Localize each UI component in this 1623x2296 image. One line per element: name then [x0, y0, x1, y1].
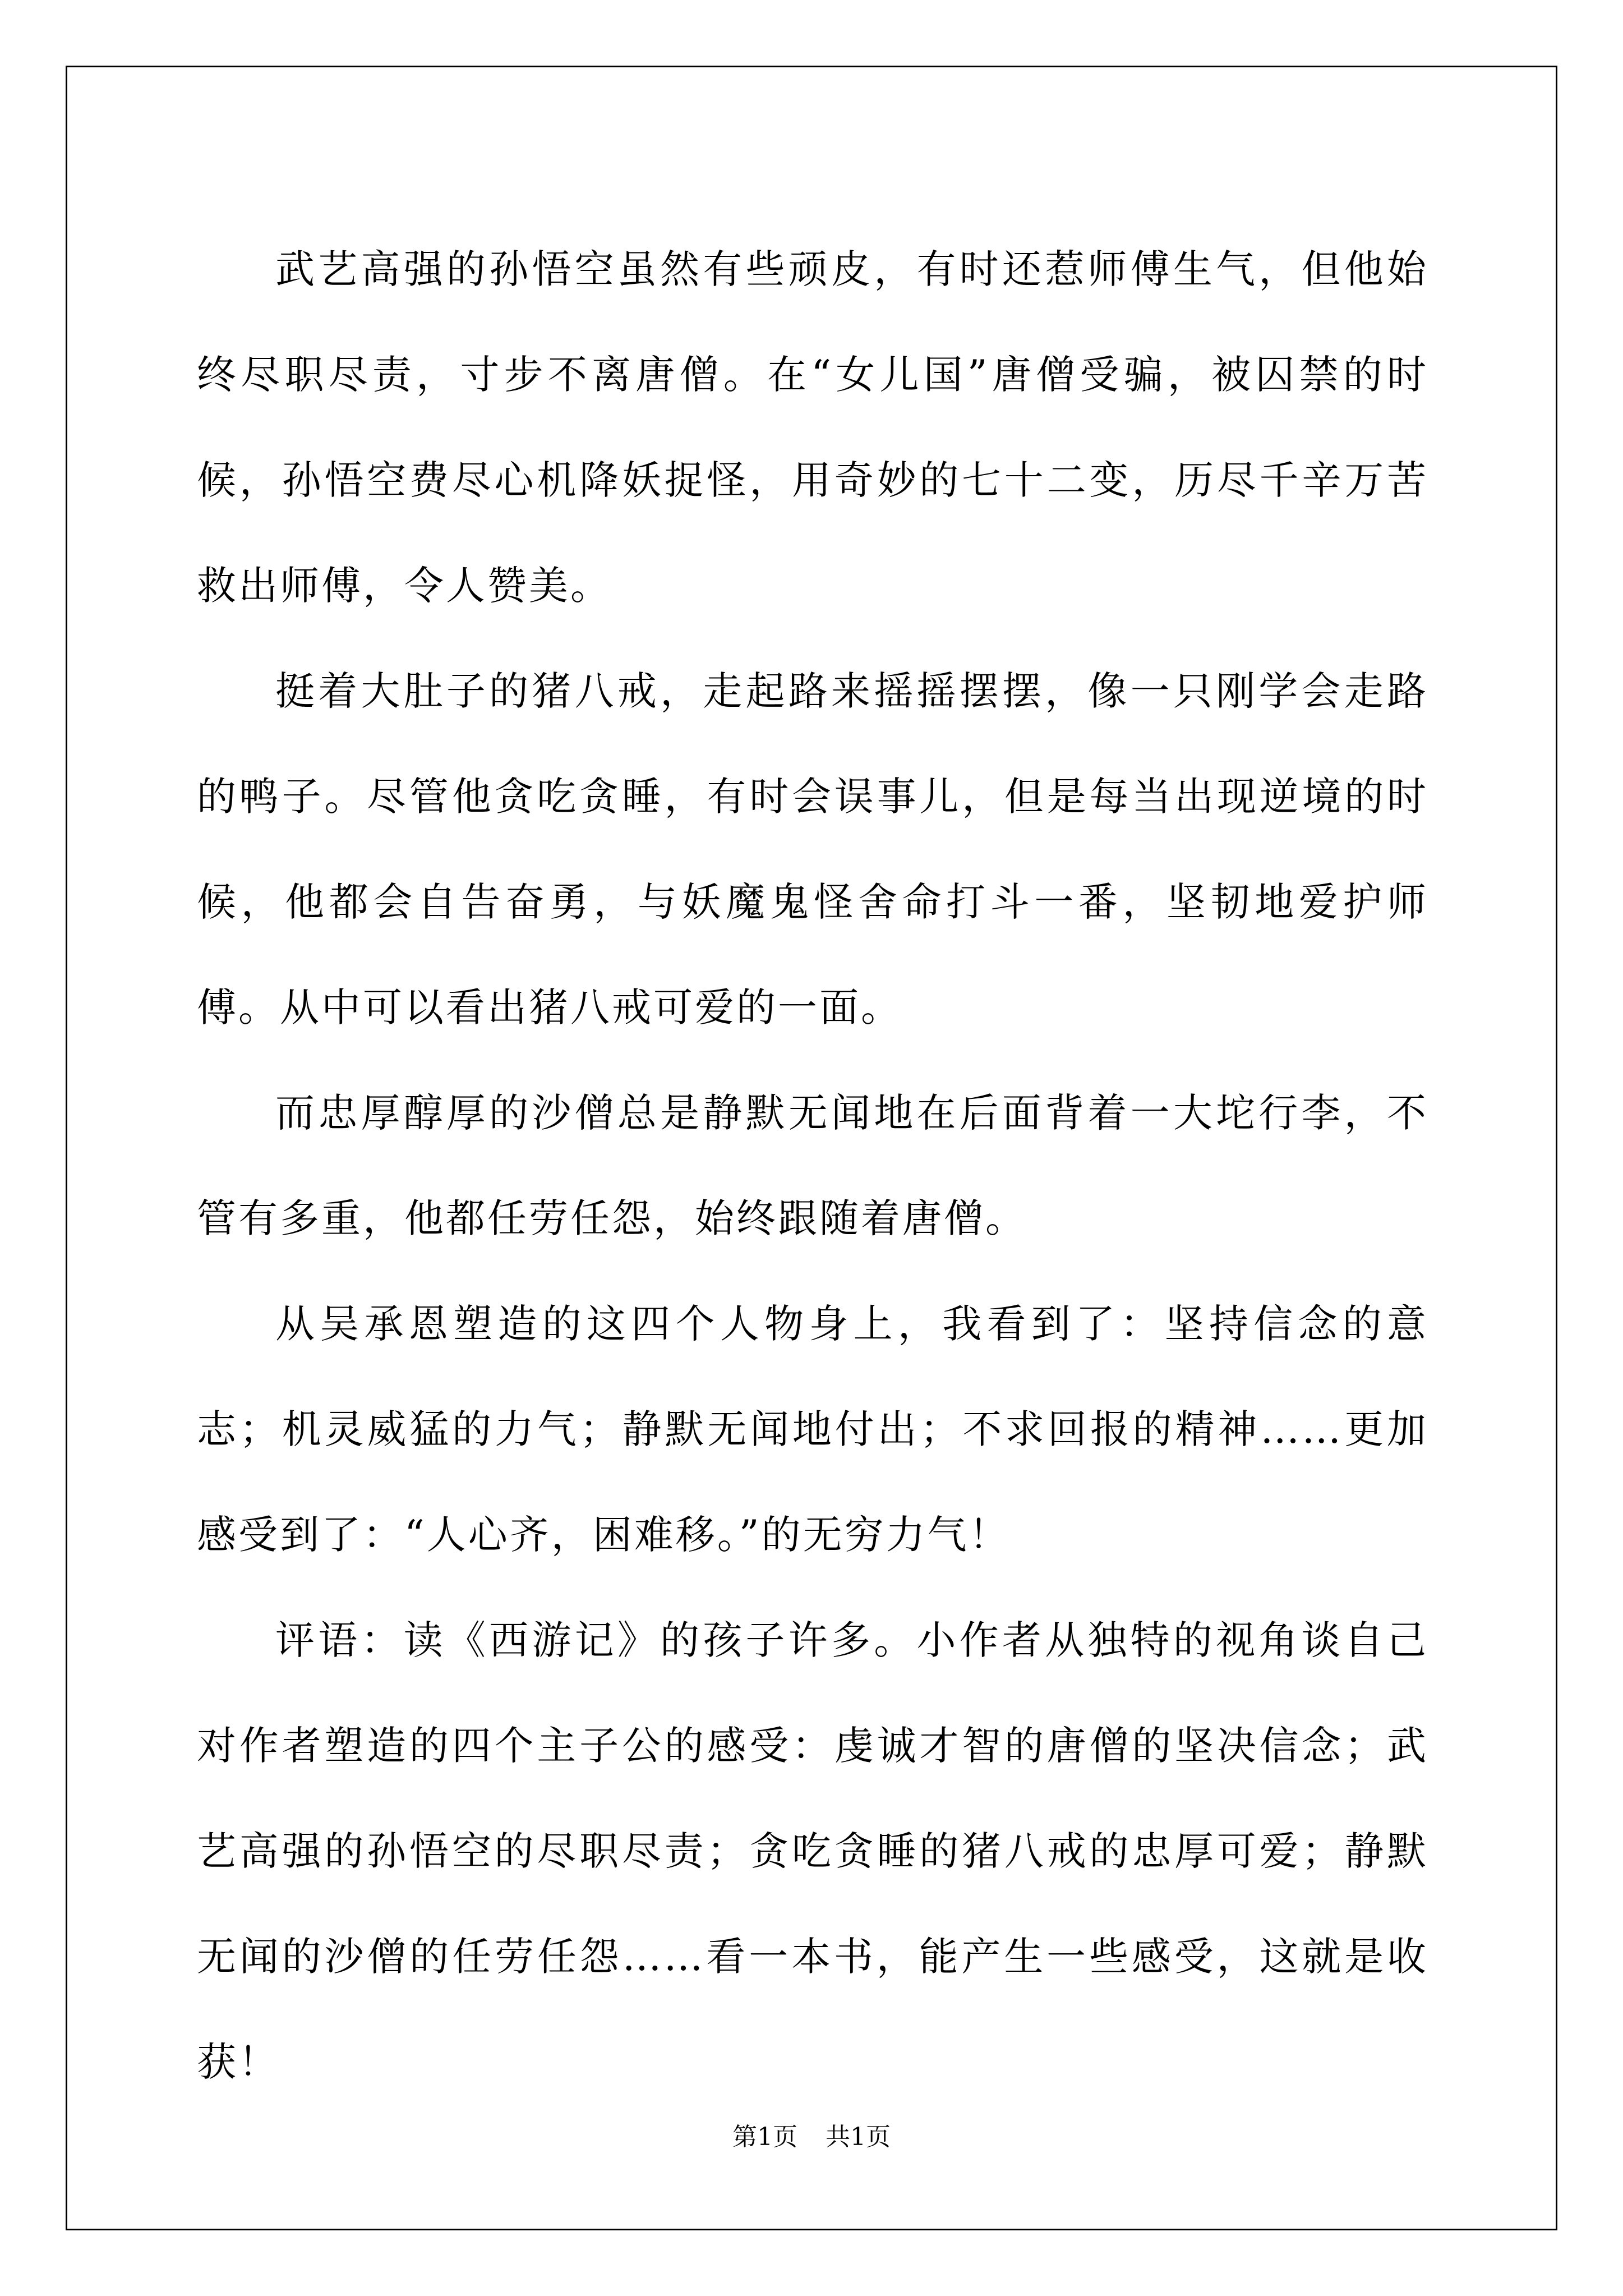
paragraph: 从吴承恩塑造的这四个人物身上，我看到了：坚持信念的意志；机灵威猛的力气；静默无闻地付出；不求回报的精神……更加感受到了：“人心齐，困难移。”的无穷力气！ [197, 1301, 1428, 1558]
page-number: 第1页 [732, 2123, 797, 2151]
paragraph: 评语：读《西游记》的孩子许多。小作者从独特的视角谈自己对作者塑造的四个主子公的感受：虔诚才智的唐僧的坚决信念；武艺高强的孙悟空的尽职尽责；贪吃贪睡的猪八戒的忠厚可爱；静默无闻的沙僧的任劳任怨……看一本书，能产生一些感受，这就是收获！ [197, 1617, 1428, 2085]
page-total: 共1页 [826, 2123, 891, 2151]
paragraph: 而忠厚醇厚的沙僧总是静默无闻地在后面背着一大坨行李，不管有多重，他都任劳任怨，始终跟随着唐僧。 [197, 1090, 1428, 1241]
paragraph: 挺着大肚子的猪八戒，走起路来摇摇摆摆，像一只刚学会走路的鸭子。尽管他贪吃贪睡，有时会误事儿，但是每当出现逆境的时候，他都会自告奋勇，与妖魔鬼怪舍命打斗一番，坚韧地爱护师傅。从中可以看出猪八戒可爱的一面。 [197, 668, 1428, 1030]
page-footer [0, 2120, 1623, 2154]
document-body [197, 217, 1428, 2115]
paragraph: 武艺高强的孙悟空虽然有些顽皮，有时还惹师傅生气，但他始终尽职尽责，寸步不离唐僧。在“女儿国”唐僧受骗，被囚禁的时候，孙悟空费尽心机降妖捉怪，用奇妙的七十二变，历尽千辛万苦救出师傅，令人赞美。 [197, 246, 1428, 609]
